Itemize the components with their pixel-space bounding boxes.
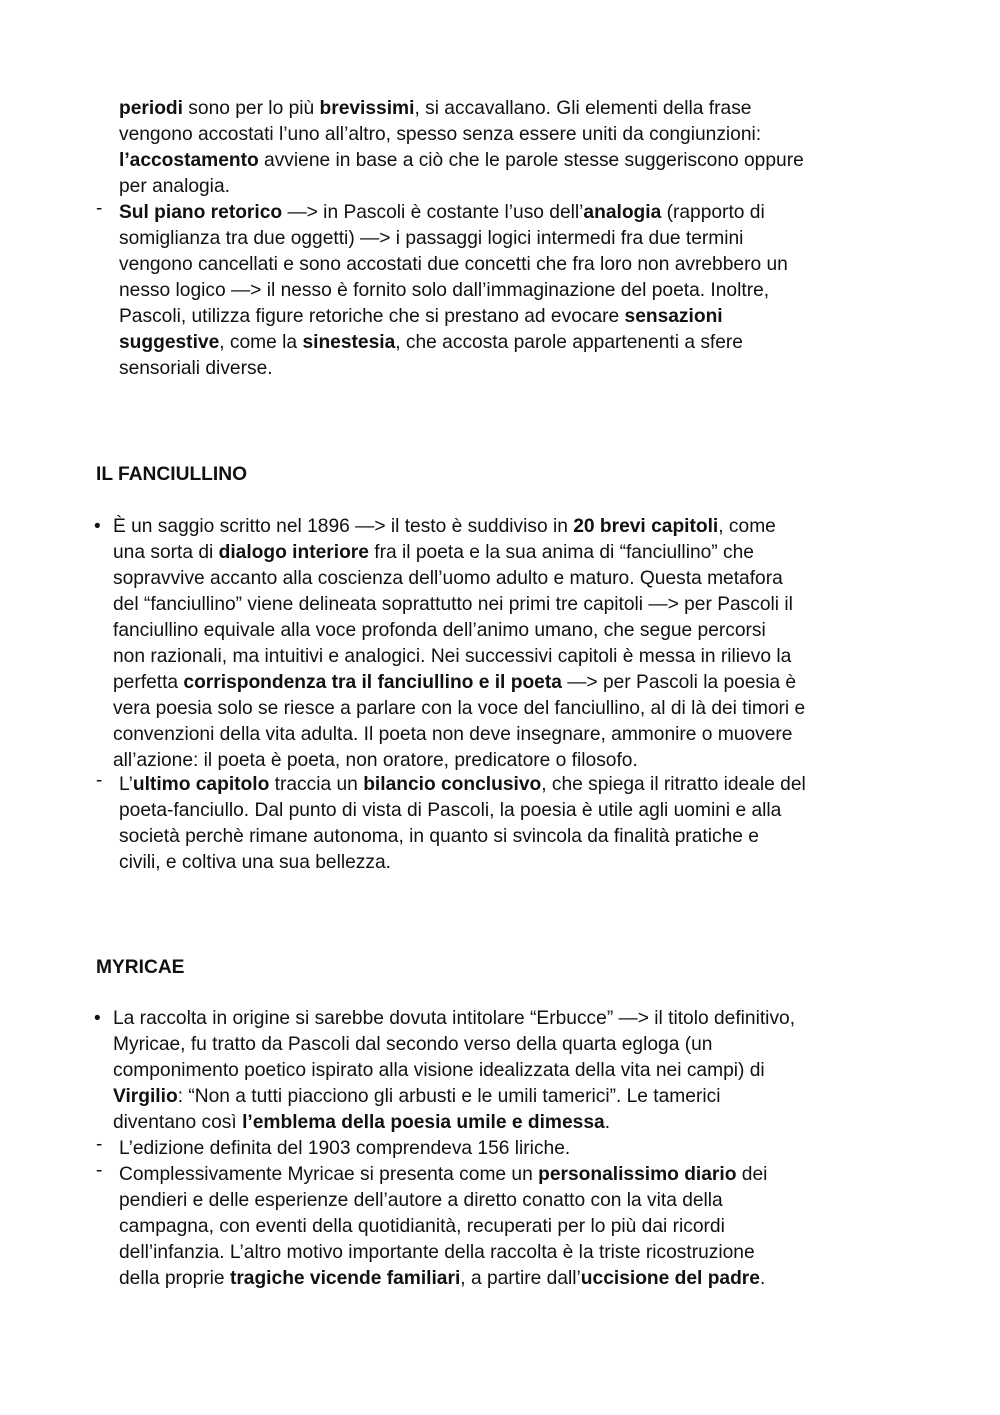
text-segment: fanciullino equivale alla voce profonda dell’animo umano, che segue percorsi [113,620,766,641]
section-heading-myricae: MYRICAE [96,957,185,978]
text-segment: dei [736,1164,768,1185]
text-segment: , che spiega il ritratto ideale del [541,774,806,795]
text-segment: , che accosta parole appartenenti a sfere [395,332,743,353]
text-segment: per analogia. [119,176,230,197]
text-line [119,96,751,122]
text-segment: una sorta di [113,542,219,563]
text-line [119,226,743,252]
bold-text: Virgilio [113,1086,178,1107]
text-line [119,252,788,278]
text-segment: —> in Pascoli è costante l’uso dell’ [282,202,584,223]
text-line [113,540,754,566]
text-segment: della proprie [119,1268,230,1289]
bold-text: l’accostamento [119,150,259,171]
text-line [119,304,723,330]
dash-bullet: - [96,198,103,219]
text-segment: diventano così [113,1112,243,1133]
text-line [113,670,796,696]
bold-text: l’emblema della poesia umile e dimessa [242,1112,605,1133]
text-line [119,1240,755,1266]
text-line [119,148,804,174]
text-line [113,592,793,618]
bold-text: periodi [119,98,183,119]
text-line [113,644,791,670]
text-segment: società perchè rimane autonoma, in quanto si svincola da finalità pratiche e [119,826,759,847]
text-segment: sono per lo più [182,98,320,119]
text-segment: Complessivamente Myricae si presenta come un [119,1164,539,1185]
text-segment: , si accavallano. Gli elementi della frase [414,98,752,119]
text-segment: non razionali, ma intuitivi e analogici. Nei successivi capitoli è messa in rilievo la [113,646,792,667]
bold-text: personalissimo diario [538,1164,737,1185]
text-line [119,850,391,876]
text-line [119,200,765,226]
text-segment: —> per Pascoli la poesia è [561,672,797,693]
section-heading-fanciullino: IL FANCIULLINO [96,464,248,485]
text-segment: poeta-fanciullo. Dal punto di vista di Pascoli, la poesia è utile agli uomini e alla [119,800,782,821]
text-line [119,1136,570,1162]
text-segment: all’azione: il poeta è poeta, non oratore, predicatore o filosofo. [113,750,638,771]
text-segment: L’ [119,774,133,795]
text-line [113,514,776,540]
text-line [119,1188,723,1214]
bold-text: suggestive [119,332,220,353]
text-segment: pendieri e delle esperienze dell’autore a diretto conatto con la vita della [119,1190,723,1211]
text-segment: . [759,1268,766,1289]
text-line [119,1214,725,1240]
dash-bullet: - [96,770,103,791]
text-segment: dell’infanzia. L’altro motivo importante della raccolta è la triste ricostruzione [119,1242,755,1263]
text-segment: vengono accostati l’uno all’altro, spesso senza essere uniti da congiunzioni: [119,124,762,145]
bold-text: sensazioni [624,306,723,327]
text-segment: nesso logico —> il nesso è fornito solo dall’immaginazione del poeta. Inoltre, [119,280,770,301]
bold-text: Sul piano retorico [119,202,283,223]
text-segment: avviene in base a ciò che le parole stesse suggeriscono oppure [258,150,804,171]
text-line [119,356,273,382]
text-segment: sopravvive accanto alla coscienza dell’uomo adulto e maturo. Questa metafora [113,568,783,589]
text-line [119,824,759,850]
bold-text: ultimo capitolo [132,774,270,795]
text-segment: L’edizione definita del 1903 comprendeva 156 liriche. [119,1138,571,1159]
text-line [113,1006,795,1032]
text-line [113,722,792,748]
text-segment: Myricae, fu tratto da Pascoli dal secondo verso della quarta egloga (un [113,1034,713,1055]
text-segment: perfetta [113,672,184,693]
bold-text: sinestesia [302,332,396,353]
text-segment: vengono cancellati e sono accostati due concetti che fra loro non avrebbero un [119,254,788,275]
text-segment: È un saggio scritto nel 1896 —> il testo è suddiviso in [113,516,574,537]
dash-bullet: - [96,1134,103,1155]
text-segment: somiglianza tra due oggetti) —> i passaggi logici intermedi fra due termini [119,228,744,249]
bold-text: analogia [583,202,662,223]
text-segment: civili, e coltiva una sua bellezza. [119,852,391,873]
dot-bullet: • [94,516,101,537]
text-line [113,1110,610,1136]
text-segment: (rapporto di [661,202,765,223]
text-segment: del “fanciullino” viene delineata soprattutto nei primi tre capitoli —> per Pascoli il [113,594,793,615]
bold-text: 20 brevi capitoli [573,516,719,537]
text-segment: fra il poeta e la sua anima di “fanciullino” che [368,542,754,563]
text-segment: : “Non a tutti piacciono gli arbusti e le umili tamerici”. Le tamerici [177,1086,721,1107]
text-line [113,748,638,774]
text-segment: , come la [219,332,303,353]
text-line [113,566,783,592]
dot-bullet: • [94,1008,101,1029]
text-segment: vera poesia solo se riesce a parlare con la voce del fanciullino, al di là dei timori e [113,698,806,719]
bold-text: dialogo interiore [218,542,369,563]
text-segment: Pascoli, utilizza figure retoriche che si prestano ad evocare [119,306,625,327]
text-line [119,278,769,304]
text-line [119,772,806,798]
bold-text: tragiche vicende familiari [229,1268,461,1289]
text-line [119,122,761,148]
text-segment: traccia un [269,774,364,795]
text-segment: campagna, con eventi della quotidianità, recuperati per lo più dai ricordi [119,1216,725,1237]
text-line [113,618,766,644]
bold-text: corrispondenza tra il fanciullino e il poeta [183,672,562,693]
text-line [113,1084,720,1110]
text-line [119,1266,765,1292]
text-line [113,696,805,722]
text-segment: , a partire dall’ [460,1268,581,1289]
text-segment: . [604,1112,611,1133]
text-line [119,1162,767,1188]
text-line [113,1032,712,1058]
text-segment: componimento poetico ispirato alla visione idealizzata della vita nei campi) di [113,1060,765,1081]
text-line [119,798,781,824]
bold-text: brevissimi [319,98,415,119]
text-segment: La raccolta in origine si sarebbe dovuta intitolare “Erbucce” —> il titolo definitivo, [113,1008,796,1029]
text-segment: convenzioni della vita adulta. Il poeta non deve insegnare, ammonire o muovere [113,724,793,745]
bold-text: bilancio conclusivo [363,774,542,795]
text-segment: , come [718,516,776,537]
text-line [119,330,743,356]
text-line [113,1058,765,1084]
dash-bullet: - [96,1160,103,1181]
text-line [119,174,230,200]
text-segment: sensoriali diverse. [119,358,273,379]
bold-text: uccisione del padre [580,1268,760,1289]
